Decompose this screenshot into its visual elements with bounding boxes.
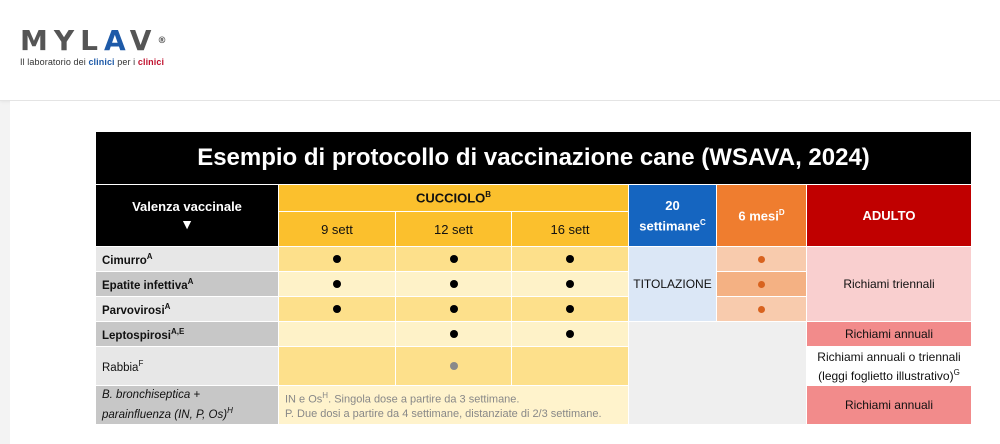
dose-dot-icon bbox=[758, 281, 765, 288]
down-arrow-icon: ▼ bbox=[180, 216, 194, 232]
cell-dot bbox=[512, 297, 629, 322]
row-label-cimurro: Cimurro$^A$ bbox=[96, 247, 279, 272]
week-16-header: 16 sett bbox=[512, 212, 629, 247]
cell-dot bbox=[512, 247, 629, 272]
cell-dot bbox=[717, 297, 807, 322]
dose-dot-icon bbox=[450, 255, 458, 263]
adulto-header: ADULTO bbox=[807, 185, 972, 247]
dose-dot-icon bbox=[566, 255, 574, 263]
dose-dot-icon bbox=[566, 330, 574, 338]
site-header bbox=[0, 0, 1000, 101]
cell-empty bbox=[629, 322, 807, 425]
row-label-parvovirosi: Parvovirosi$^A$ bbox=[96, 297, 279, 322]
row-label-leptospirosi: Leptospirosi$^{A,E}$ bbox=[96, 322, 279, 347]
row-label-bronchiseptica: B. bronchiseptica + parainfluenza (IN, P, Os)$^H$ bbox=[96, 386, 279, 425]
dose-dot-icon bbox=[333, 280, 341, 288]
cell-dot bbox=[396, 247, 512, 272]
cell-dot bbox=[717, 247, 807, 272]
vaccination-table bbox=[95, 131, 972, 425]
row-label-rabbia: Rabbia$^F$ bbox=[96, 347, 279, 386]
richiami-annuali-cell-2: Richiami annuali bbox=[807, 386, 972, 425]
cucciolo-header: $CUCCIOLO^B$ bbox=[279, 185, 629, 212]
dose-dot-icon bbox=[450, 280, 458, 288]
cell-dot bbox=[396, 347, 512, 386]
cell-empty bbox=[279, 347, 396, 386]
dose-dot-icon bbox=[758, 256, 765, 263]
cell-dot bbox=[279, 272, 396, 297]
dose-dot-icon bbox=[758, 306, 765, 313]
richiami-annuali-triennali-cell: Richiami annuali o triennali (leggi foglietto illustrativo)$^G$ bbox=[807, 347, 972, 386]
titolazione-cell: TITOLAZIONE bbox=[629, 247, 717, 322]
logo-wordmark: MYLAV® bbox=[20, 24, 167, 57]
week-9-header: 9 sett bbox=[279, 212, 396, 247]
week-12-header: 12 sett bbox=[396, 212, 512, 247]
cell-empty bbox=[279, 322, 396, 347]
cell-dot bbox=[512, 322, 629, 347]
table-title: Esempio di protocollo di vaccinazione cane (WSAVA, 2024) bbox=[96, 132, 972, 185]
row-label-epatite: Epatite infettiva$^A$ bbox=[96, 272, 279, 297]
mesi6-header: 6 mesi$^D$ bbox=[717, 185, 807, 247]
mylav-logo[interactable] bbox=[20, 26, 166, 67]
sett20-header: 20 settimane$^C$ bbox=[629, 185, 717, 247]
dose-dot-icon bbox=[566, 280, 574, 288]
cell-dot bbox=[396, 322, 512, 347]
valenza-header: Valenza vaccinale ▼ bbox=[96, 185, 279, 247]
dose-dot-icon bbox=[333, 255, 341, 263]
dose-dot-icon bbox=[450, 362, 458, 370]
cell-dot bbox=[512, 272, 629, 297]
cell-empty bbox=[512, 347, 629, 386]
cell-dot bbox=[396, 272, 512, 297]
logo-tagline: Il laboratorio dei clinici per i clinici bbox=[20, 57, 165, 67]
dose-dot-icon bbox=[450, 330, 458, 338]
richiami-triennali-cell: Richiami triennali bbox=[807, 247, 972, 322]
cell-dot bbox=[279, 297, 396, 322]
bronchi-note-cell: IN e $Os^H$. Singola dose a partire da 3 settimane. P. Due dosi a partire da 4 settimane, distanziate di 2/3 settimane. bbox=[279, 386, 629, 425]
dose-dot-icon bbox=[450, 305, 458, 313]
cell-dot bbox=[396, 297, 512, 322]
richiami-annuali-cell: Richiami annuali bbox=[807, 322, 972, 347]
cell-dot bbox=[717, 272, 807, 297]
cell-dot bbox=[279, 247, 396, 272]
dose-dot-icon bbox=[566, 305, 574, 313]
dose-dot-icon bbox=[333, 305, 341, 313]
